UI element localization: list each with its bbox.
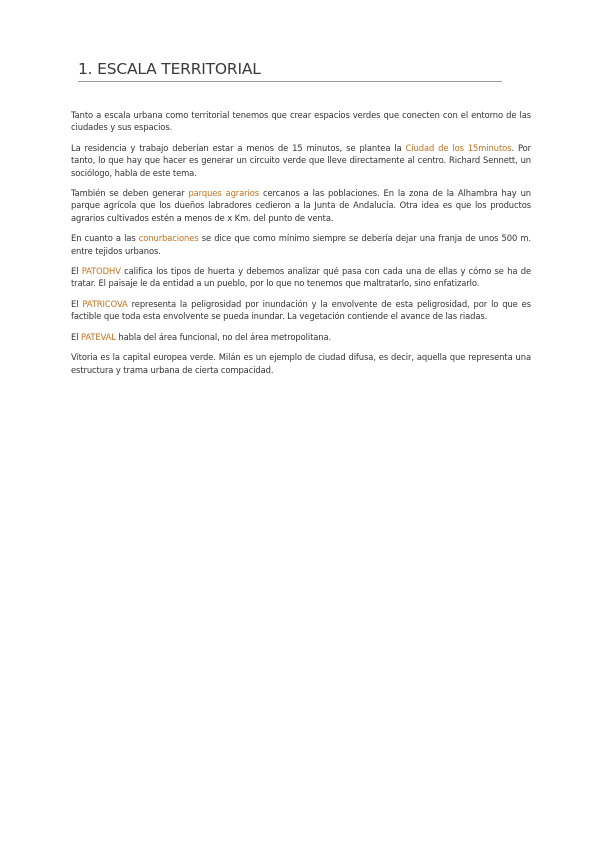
paragraph-text: habla del área funcional, no del área metropolitana. bbox=[115, 331, 332, 342]
paragraph-text: El bbox=[71, 298, 83, 309]
paragraph-text: . Por tanto, lo que hay que hacer es generar un circuito verde que lleve directamente al centro. Richard Sennett, un sociólogo, habla de este tema. bbox=[71, 142, 531, 178]
highlight-term: PATRICOVA bbox=[82, 298, 128, 309]
highlight-term: parques agrarios bbox=[188, 188, 260, 199]
paragraph-text: califica los tipos de huerta y debemos analizar qué pasa con cada una de ellas y cómo se ha de tratar. El paisaje le da entidad a un pueblo, por lo que no tenemos que maltratarlo, sino enfatizarlo. bbox=[71, 266, 532, 289]
paragraph-text: También se deben generar bbox=[71, 188, 189, 199]
paragraph-text: El bbox=[71, 331, 81, 342]
highlight-term: conurbaciones bbox=[138, 233, 199, 244]
section-heading: 1. ESCALA TERRITORIAL bbox=[78, 60, 502, 82]
body-text bbox=[71, 109, 531, 384]
paragraph-conurbations bbox=[71, 232, 531, 257]
highlight-term: PATODHV bbox=[81, 266, 121, 277]
paragraph-pateval bbox=[71, 331, 531, 343]
paragraph-text: se dice que como mínimo siempre se debería dejar una franja de unos 500 m. entre tejidos urbanos. bbox=[71, 233, 531, 256]
highlight-term: PATEVAL bbox=[80, 331, 116, 342]
paragraph-agrarian-parks bbox=[71, 187, 531, 224]
paragraph-text: Tanto a escala urbana como territorial tenemos que crear espacios verdes que conecten con el entorno de las ciudades y sus espacios. bbox=[71, 110, 531, 133]
highlight-term: Ciudad de los 15minutos bbox=[405, 142, 512, 153]
paragraph-vitoria-milan bbox=[71, 351, 531, 376]
paragraph-text: representa la peligrosidad por inundación y la envolvente de esta peligrosidad, por lo que es factible que toda esta envolvente se pueda inundar. La vegetación contiende el avance de las riadas. bbox=[71, 298, 531, 322]
paragraph-intro bbox=[71, 109, 531, 134]
paragraph-patricova bbox=[71, 298, 531, 323]
paragraph-text: Vitoria es la capital europea verde. Milán es un ejemplo de ciudad difusa, es decir, aquella que representa una estructura y trama urbana de cierta compacidad. bbox=[71, 352, 531, 375]
paragraph-patodhv bbox=[71, 265, 531, 290]
paragraph-text: La residencia y trabajo deberían estar a menos de 15 minutos, se plantea la bbox=[71, 142, 406, 153]
paragraph-text: El bbox=[71, 266, 82, 277]
paragraph-text: cercanos a las poblaciones. En la zona de la Alhambra hay un parque agrícola que los dueños labradores cedieron a la Junta de Andalucía. Otra idea es que los productos agrarios cultivados estén a menos de x Km. del punto de venta. bbox=[71, 188, 531, 223]
paragraph-text: En cuanto a las bbox=[71, 233, 139, 244]
paragraph-15-minute-city bbox=[71, 142, 531, 179]
